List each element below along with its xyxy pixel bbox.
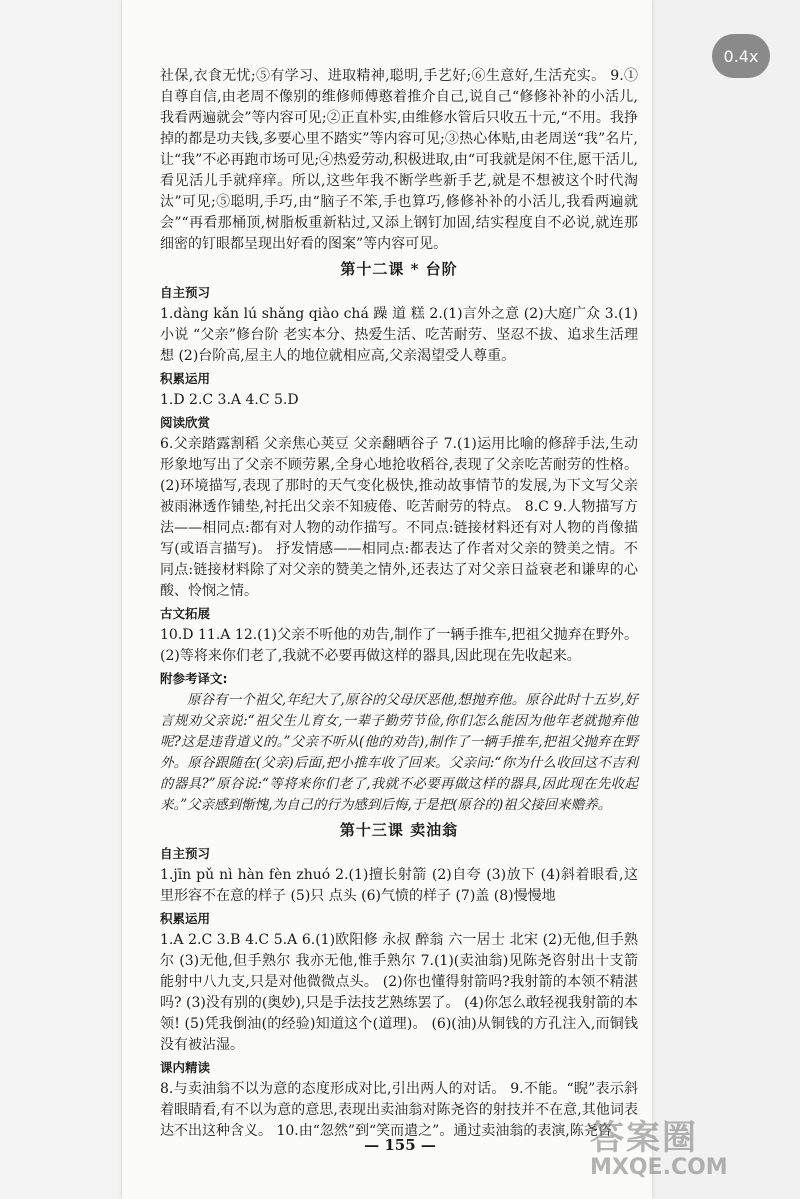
site-watermark [590,1110,790,1190]
section-text: 6.父亲踏露割稻 父亲焦心荚豆 父亲翻晒谷子 7.(1)运用比喻的修辞手法,生动形象地写出了父亲不顾劳累,全身心地抢收稻谷,表现了父亲吃苦耐劳的性格。 (2)环境描写,表现了那时的天气变化极快,推动故事情节的发展,为下文写父亲被雨淋透作铺垫,衬托出父亲不知疲倦、吃苦耐劳的特点。 8.C 9.人物描写方法——相同点:都有对人物的动作描写。不同点:链接材料还有对人物的肖像描写(或语言描写)。 抒发情感——相同点:都表达了作者对父亲的赞美之情。不同点:链接材料除了对父亲的赞美之情外,还表达了对父亲日益衰老和谦卑的心酸、怜悯之情。 [160,436,638,599]
page-content [160,66,638,1142]
watermark-main: 答案圈 [590,1118,698,1158]
section-heading: 古文拓展 [160,606,211,621]
section-heading: 积累运用 [160,371,211,386]
intro-paragraph: 社保,衣食无忧;⑤有学习、进取精神,聪明,手艺好;⑥生意好,生活充实。 9.①自尊自信,由老周不像别的维修师傅憨着推介自己,说自己“修修补补的小活儿,我看两遍就会”等内容可见;②正直朴实,由维修水管后只收五十元,“不用。我挣掉的都是功夫钱,多要心里不踏实”等内容可见;③热心体贴,由老周送“我”名片,让“我”不必再跑市场可见;④热爱劳动,积极进取,由“可我就是闲不住,愿干活儿,看见活儿手就痒痒。所以,这些年我不断学些新手艺,就是不想被这个时代淘汰”可见;⑤聪明,手巧,由“脑子不笨,手也算巧,修修补补的小活儿,我看两遍就会”“再看那桶顶,树脂板重新粘过,又添上钢钉加固,结实程度自不必说,就连那细密的钉眼都呈现出好看的图案”等内容可见。 [160,68,638,252]
section-heading: 积累运用 [160,911,211,926]
left-margin [0,0,122,1199]
section-text: 10.D 11.A 12.(1)父亲不听他的劝告,制作了一辆手推车,把祖父抛弃在野外。 (2)等将来你们老了,我就不必要再做这样的器具,因此现在先收起来。 [160,627,638,664]
page-number: — 155 — [364,1136,436,1154]
section-text: 1.jīn pǔ nì hàn fèn zhuó 2.(1)擅长射箭 (2)自夸 (3)放下 (4)斜着眼看,这里形容不在意的样子 (5)只 点头 (6)气愤的样子 (7)盖 (8)慢慢地 [160,867,638,904]
lesson-12-title: 第十二课 * 台阶 [340,260,458,278]
section-heading: 阅读欣赏 [160,415,211,430]
translation-text: 原谷有一个祖父,年纪大了,原谷的父母厌恶他,想抛弃他。原谷此时十五岁,好言规劝父亲说:“祖父生儿育女,一辈子勤劳节俭,你们怎么能因为他年老就抛弃他呢?这是违背道义的。”父亲不听从(他的劝告),制作了一辆手推车,把祖父抛弃在野外。原谷跟随在(父亲)后面,把小推车收了回来。父亲问:“你为什么收回这不吉利的器具?”原谷说:“等将来你们老了,我就不必要再做这样的器具,因此现在先收起来。”父亲感到惭愧,为自己的行为感到后悔,于是把(原谷的)祖父接回来赡养。 [160,692,638,813]
section-heading: 自主预习 [160,846,211,861]
section-heading: 附参考译文: [160,671,228,686]
section-text: 1.dàng kǎn lú shǎng qiào chá 躁 道 糕 2.(1)言外之意 (2)大庭广众 3.(1)小说 “父亲”修台阶 老实本分、热爱生活、吃苦耐劳、坚忍不拔、追求生活理想 (2)台阶高,屋主人的地位就相应高,父亲渴望受人尊重。 [160,306,638,364]
lesson-13-title: 第十三课 卖油翁 [339,821,459,839]
section-text: 1.A 2.C 3.B 4.C 5.A 6.(1)欧阳修 永叔 醉翁 六一居士 北宋 (2)无他,但手熟尔 (3)无他,但手熟尔 我亦无他,惟手熟尔 7.(1)(卖油翁)见陈尧咨射出十支箭能射中八九支,只是对他微微点头。 (2)你也懂得射箭吗?我射箭的本领不精湛吗? (3)没有别的(奥妙),只是手法技艺熟练罢了。 (4)你怎么敢轻视我射箭的本领! (5)凭我倒油(的经验)知道这个(道理)。 (6)(油)从铜钱的方孔注入,而铜钱没有被沾湿。 [160,932,638,1053]
watermark-sub: MXQE.COM [590,1155,728,1180]
zoom-level-badge[interactable]: 0.4x [712,34,770,78]
section-heading: 课内精读 [160,1060,211,1075]
right-margin [652,0,800,1199]
section-heading: 自主预习 [160,285,211,300]
section-text: 1.D 2.C 3.A 4.C 5.D [160,392,299,408]
section-text: 8.与卖油翁不以为意的态度形成对比,引出两人的对话。 9.不能。“睨”表示斜着眼睛看,有不以为意的意思,表现出卖油翁对陈尧咨的射技并不在意,其他词表达不出这种含义。 10.由“忽然”到“笑而遣之”。通过卖油翁的表演,陈尧咨 [160,1081,638,1139]
